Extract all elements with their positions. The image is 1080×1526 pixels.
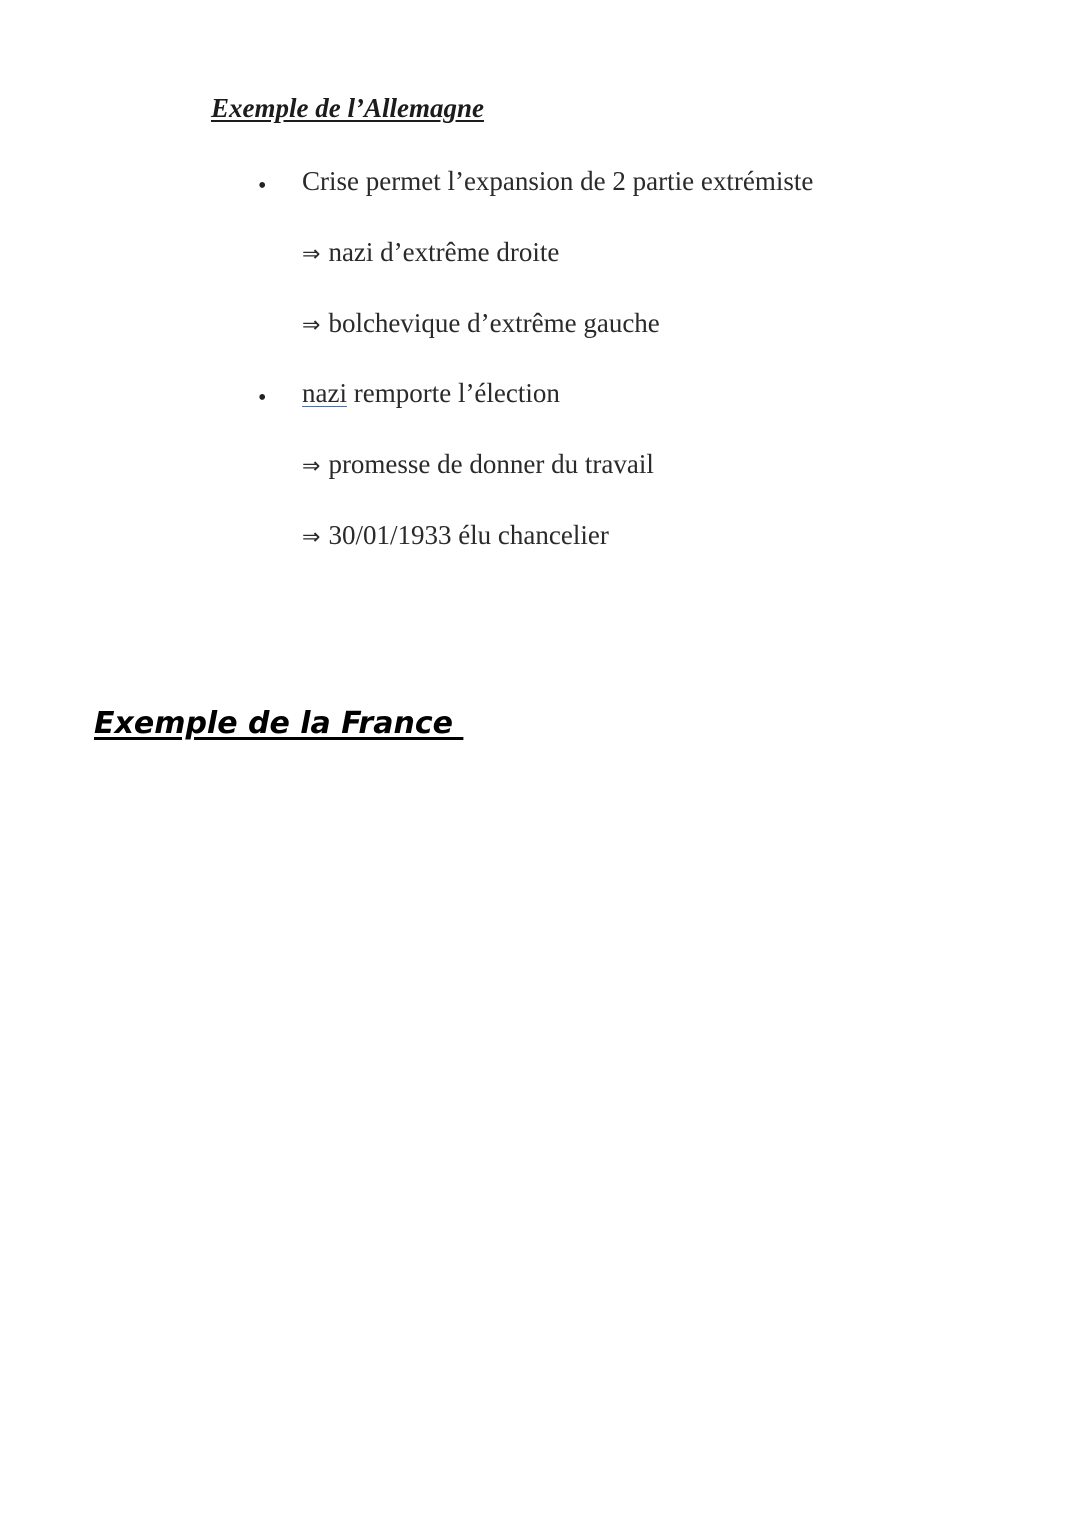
implies-arrow-icon: ⇒ — [302, 525, 321, 550]
sub-item-promesse-travail — [302, 448, 654, 480]
spellcheck-underlined-word[interactable]: nazi — [302, 378, 347, 408]
sub-item-bolchevique-gauche — [302, 307, 660, 339]
sub-item-text: promesse de donner du travail — [328, 449, 654, 479]
implies-arrow-icon: ⇒ — [302, 454, 321, 479]
list-item-text: remporte l’élection — [346, 378, 560, 408]
sub-item-text: nazi d’extrême droite — [328, 237, 560, 267]
list-item-crise: Crise permet l’expansion de 2 partie extrémiste — [302, 166, 814, 196]
implies-arrow-icon: ⇒ — [302, 242, 321, 267]
list-item-nazi-election — [302, 377, 560, 409]
sub-item-text: 30/01/1933 élu chancelier — [328, 520, 609, 550]
heading-exemple-allemagne: Exemple de l’Allemagne — [211, 93, 484, 123]
bullet-point: • — [258, 385, 267, 411]
sub-item-chancelier — [302, 519, 609, 551]
sub-item-nazi-droite — [302, 236, 559, 268]
heading-exemple-france: Exemple de la France — [94, 706, 464, 741]
bullet-point: • — [258, 173, 267, 199]
sub-item-text: bolchevique d’extrême gauche — [328, 308, 660, 338]
implies-arrow-icon: ⇒ — [302, 313, 321, 338]
